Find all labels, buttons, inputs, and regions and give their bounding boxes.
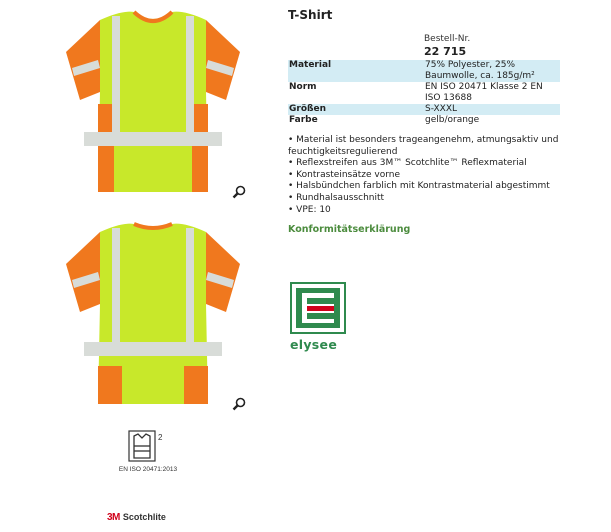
feature-list (288, 135, 560, 216)
3m-mark: 3M (107, 511, 120, 523)
feature-item: • Kontrasteinsätze vorne (288, 169, 401, 180)
feature-item: • Reflexstreifen aus 3M™ Scotchlite™ Reflexmaterial (288, 158, 527, 169)
feature-item: • Material ist besonders trageangenehm, atmungsaktiv und feuchtigkeitsregulierend (288, 135, 559, 157)
conformity-declaration-link[interactable]: Konformitätserklärung (288, 224, 411, 236)
spec-row (288, 82, 560, 104)
scotchlite-logo (107, 510, 166, 524)
product-title: T-Shirt (288, 8, 333, 22)
elysee-logo-text: elysee (290, 337, 338, 352)
product-details (288, 8, 560, 235)
spec-key: Material (288, 60, 424, 82)
spec-key: Größen (288, 104, 424, 115)
spec-key: Farbe (289, 115, 318, 125)
feature-item: • Halsbündchen farblich mit Kontrastmaterial abgestimmt (288, 181, 550, 192)
certification-badge (105, 430, 191, 473)
spec-row (288, 60, 560, 82)
elysee-logo-icon (290, 282, 346, 334)
spec-value: EN ISO 20471 Klasse 2 EN ISO 13688 (425, 82, 543, 103)
zoom-magnifier-icon[interactable] (232, 185, 246, 199)
spec-key: Norm (289, 82, 317, 92)
order-number-label: Bestell-Nr. (424, 34, 471, 44)
spec-value: S-XXXL (424, 104, 560, 115)
feature-item: • VPE: 10 (288, 204, 331, 215)
product-image-front[interactable] (62, 4, 244, 200)
product-image-back[interactable] (62, 216, 244, 412)
order-number: 22 715 (424, 45, 467, 58)
zoom-magnifier-icon[interactable] (232, 397, 246, 411)
order-number-block (424, 34, 560, 58)
spec-table (288, 60, 560, 126)
spec-row (288, 115, 560, 126)
spec-row (288, 104, 560, 115)
cert-class-number: 2 (158, 433, 163, 442)
spec-value: gelb/orange (425, 115, 480, 125)
scotchlite-brand: Scotchlite (122, 512, 166, 522)
feature-item: • Rundhalsausschnitt (288, 192, 385, 203)
spec-value: 75% Polyester, 25% Baumwolle, ca. 185g/m² (424, 60, 560, 82)
cert-label: EN ISO 20471:2013 (118, 466, 178, 473)
elysee-logo (290, 282, 352, 352)
hivis-vest-icon (128, 430, 168, 464)
